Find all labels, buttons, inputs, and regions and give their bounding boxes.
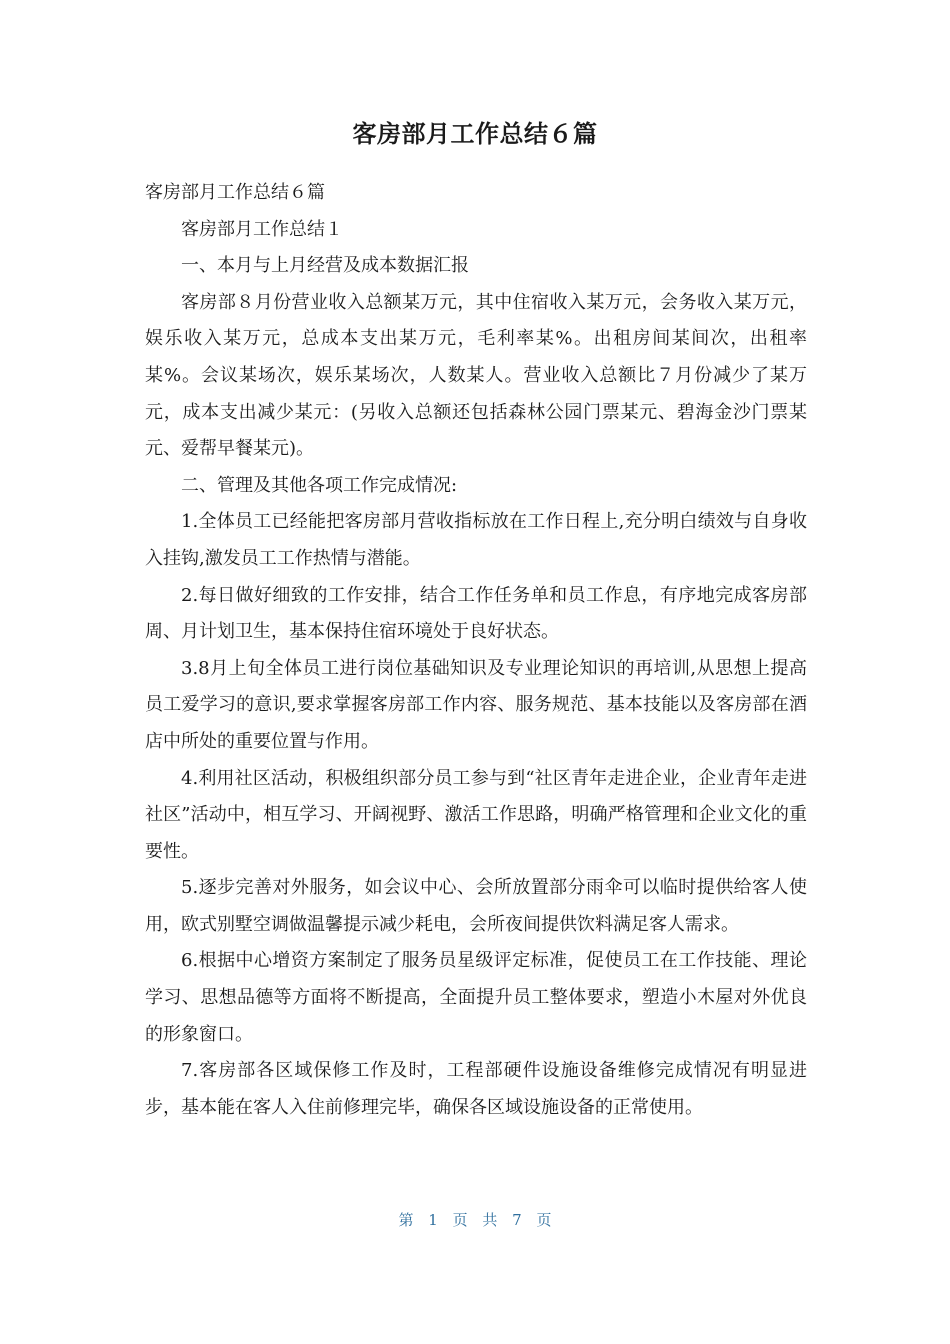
list-item: 2.每日做好细致的工作安排，结合工作任务单和员工作息，有序地完成客房部周、月计划卫生，基本保持住宿环境处于良好状态。 — [145, 584, 807, 643]
section-heading: 客房部月工作总结１ — [181, 218, 343, 240]
doc-subtitle: 客房部月工作总结６篇 — [145, 182, 325, 203]
section-heading: 二、管理及其他各项工作完成情况: — [181, 474, 458, 496]
list-item: 4.利用社区活动，积极组织部分员工参与到“社区青年走进企业，企业青年走进社区”活动中，相互学习、开阔视野、激活工作思路，明确严格管理和企业文化的重要性。 — [145, 767, 807, 862]
section-heading: 一、本月与上月经营及成本数据汇报 — [181, 255, 469, 277]
page-title: 客房部月工作总结６篇 — [352, 120, 598, 148]
list-item: 7.客房部各区域保修工作及时，工程部硬件设施设备维修完成情况有明显进步，基本能在客人入住前修理完毕，确保各区域设施设备的正常使用。 — [145, 1060, 807, 1118]
list-item: 3.8月上旬全体员工进行岗位基础知识及专业理论知识的再培训,从思想上提高员工爱学习的意识,要求掌握客房部工作内容、服务规范、基本技能以及客房部在酒店中所处的重要位置与作用。 — [145, 657, 807, 752]
list-item: 6.根据中心增资方案制定了服务员星级评定标准，促使员工在工作技能、理论学习、思想品德等方面将不断提高，全面提升员工整体要求，塑造小木屋对外优良的形象窗口。 — [145, 950, 807, 1045]
body-paragraph: 客房部８月份营业收入总额某万元，其中住宿收入某万元，会务收入某万元，娱乐收入某万元，总成本支出某万元，毛利率某%。出租房间某间次，出租率某%。会议某场次，娱乐某场次，人数某人。营业收入总额比７月份减少了某万元，成本支出减少某元：(另收入总额还包括森林公园门票某元、碧海金沙门票某元、爱帮早餐某元)。 — [145, 291, 807, 460]
document-body — [145, 175, 807, 1126]
list-item: 1.全体员工已经能把客房部月营收指标放在工作日程上,充分明白绩效与自身收入挂钩,激发员工工作热情与潜能。 — [145, 511, 807, 569]
page-footer: 第 1 页 共 7 页 — [398, 1211, 552, 1229]
list-item: 5.逐步完善对外服务，如会议中心、会所放置部分雨伞可以临时提供给客人使用，欧式别墅空调做温馨提示减少耗电，会所夜间提供饮料满足客人需求。 — [145, 877, 807, 935]
